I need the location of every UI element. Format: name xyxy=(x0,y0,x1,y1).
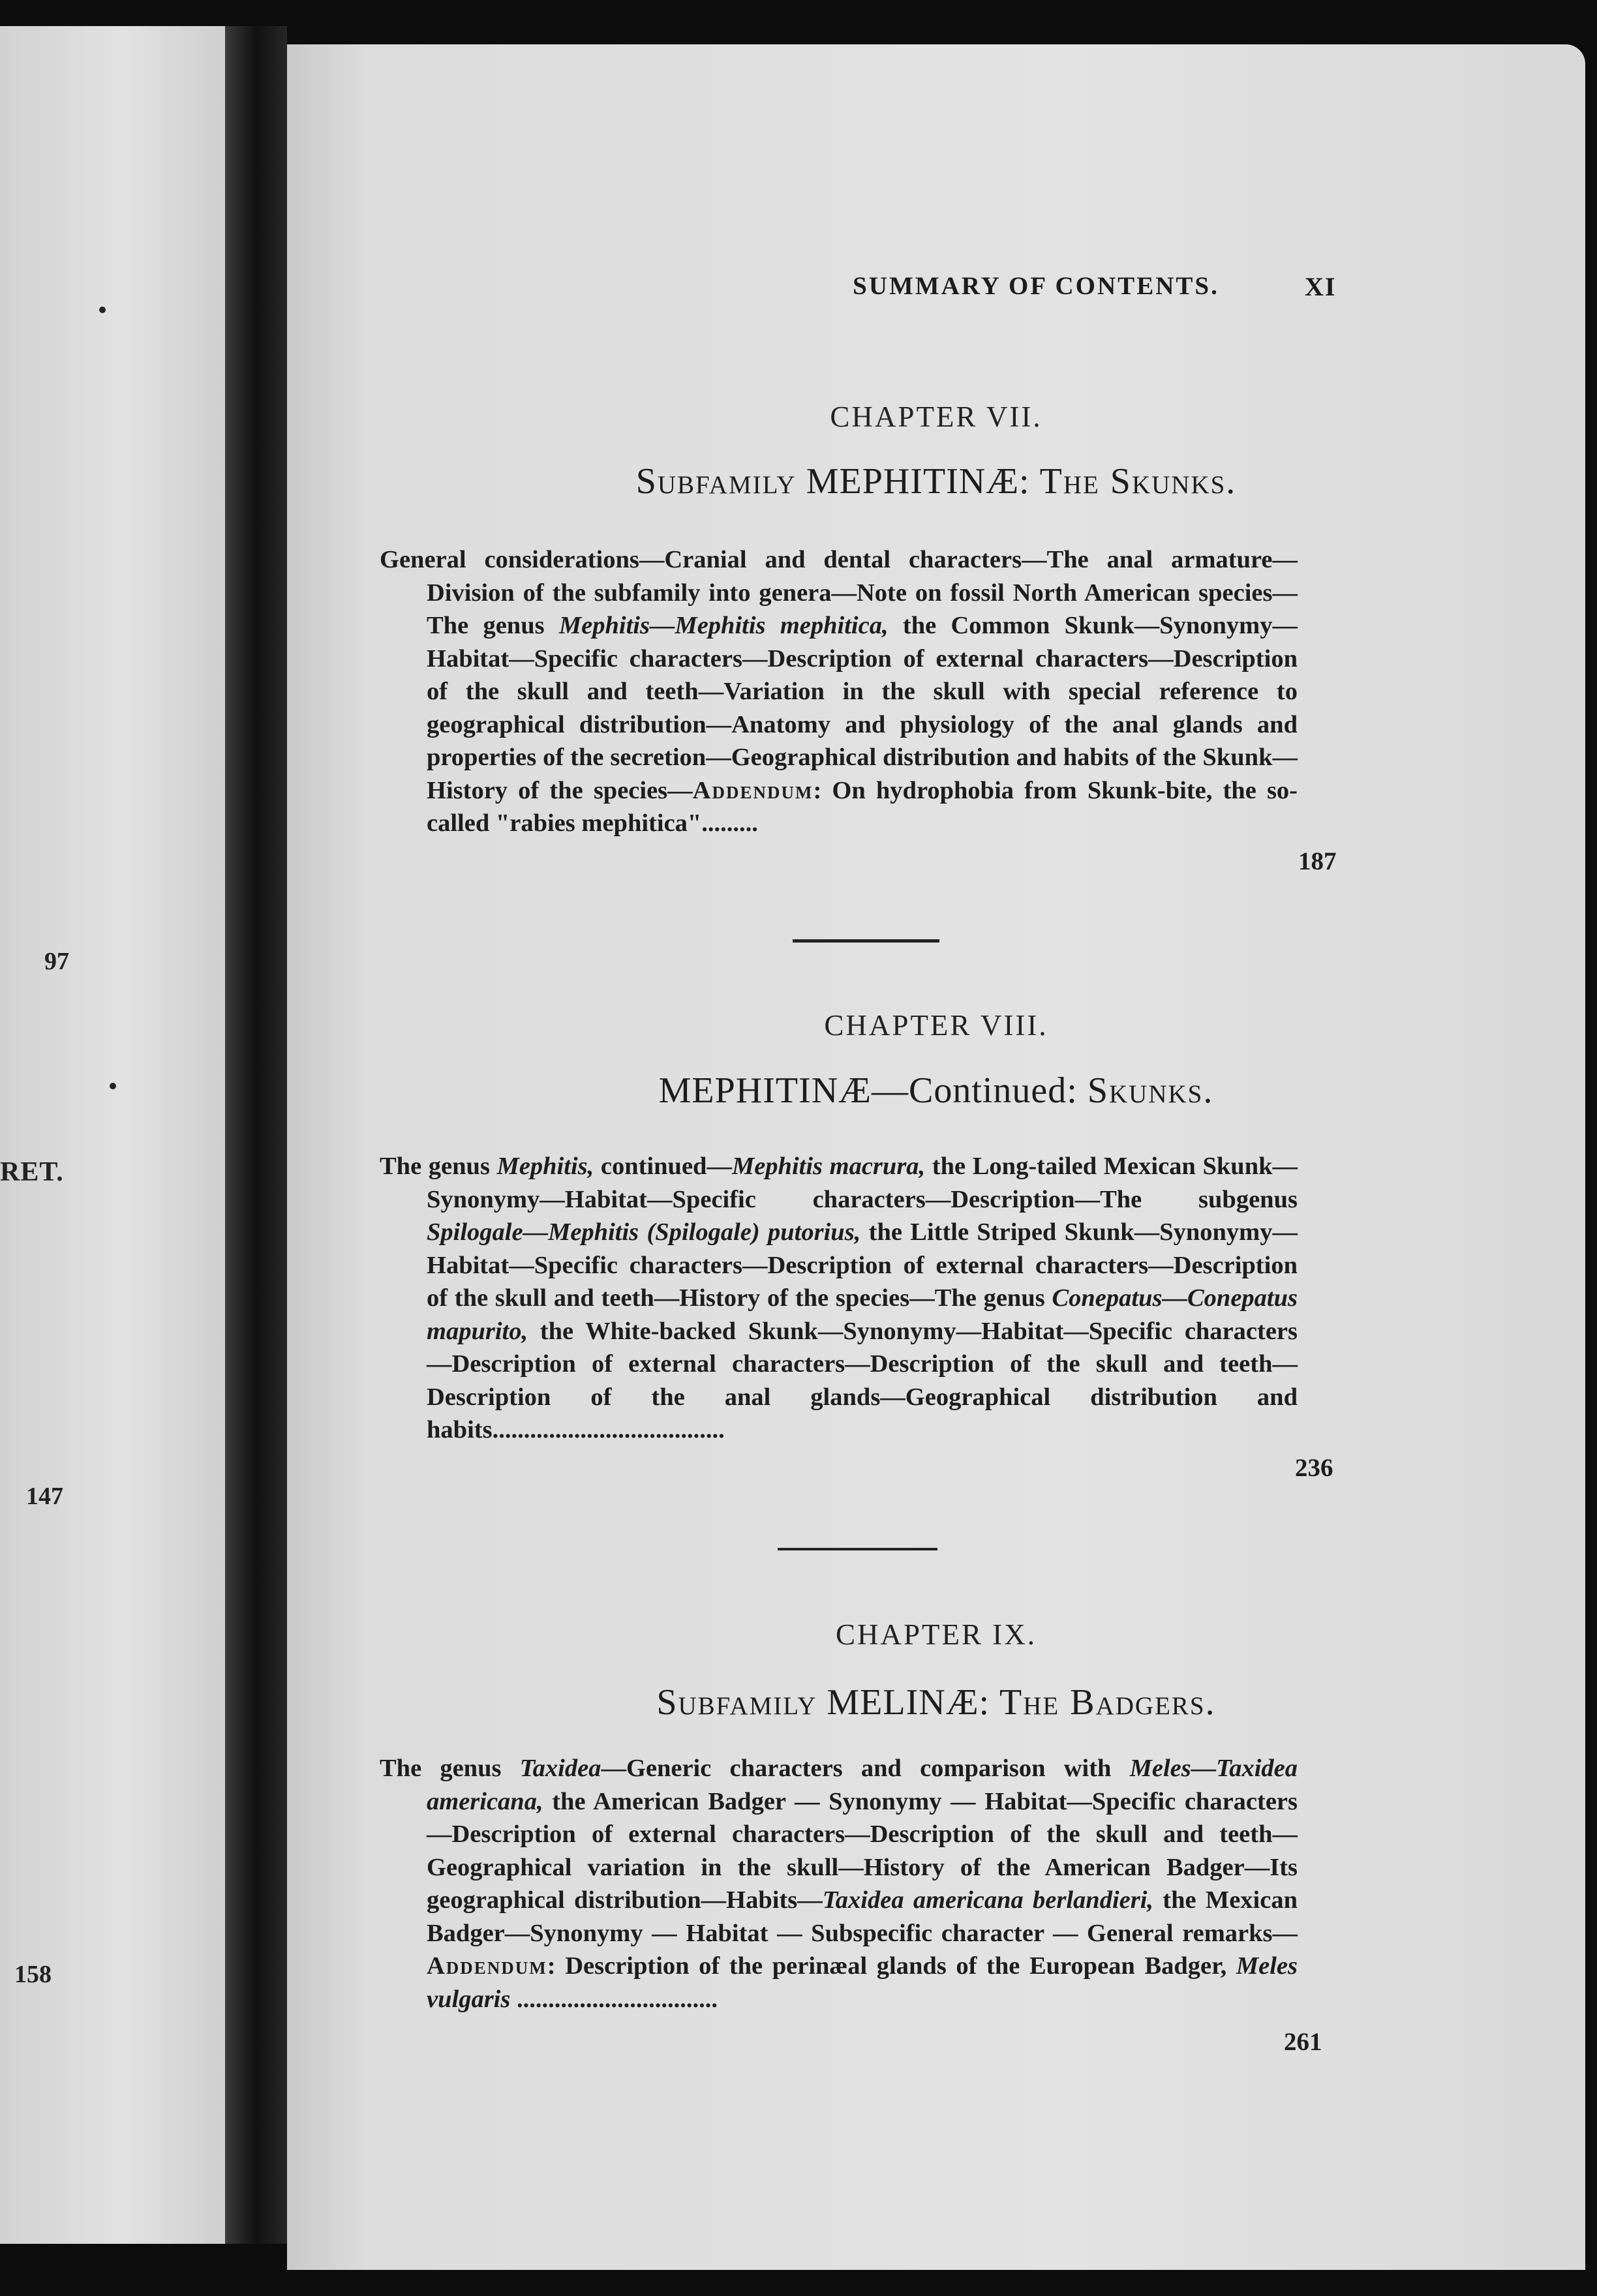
summary-italic: Taxidea xyxy=(519,1755,601,1782)
subtitle-prefix: Subfamily xyxy=(656,1682,817,1723)
summary-italic: Mephitis macrura, xyxy=(731,1153,926,1180)
ink-speck xyxy=(99,307,106,313)
chapter-subtitle xyxy=(287,1070,1585,1111)
section-divider xyxy=(793,939,939,943)
chapter-heading: CHAPTER VII. xyxy=(830,400,1042,433)
summary-text: the Mexican Badger—Synonymy — Habitat — Subspecific character — General remarks— xyxy=(427,1886,1298,1947)
summary-italic: Meles—Taxidea americana, xyxy=(427,1755,1298,1815)
chapter-subtitle xyxy=(287,1682,1585,1723)
subtitle-suffix: The Skunks. xyxy=(1039,461,1237,502)
book-gutter xyxy=(225,26,287,2244)
summary-text: —Generic characters and comparison with xyxy=(601,1755,1130,1782)
summary-text: : On hydrophobia from Skunk-bite, the so-called "rabies mephitica"......... xyxy=(427,776,1298,837)
subtitle-suffix: The Badgers. xyxy=(999,1682,1216,1723)
summary-smallcaps: Addendum xyxy=(427,1952,547,1980)
summary-text: General considerations—Cranial and dental characters—The anal armature—Division of the subfamily into genera—Note on fossil North American species—The genus xyxy=(380,546,1298,639)
summary-text: the Common Skunk—Synonymy—Habitat—Specific characters—Description of external characters—Description of the skull and teeth—Variation in the skull with special reference to geographical distribution—Anatomy and physiology of the anal glands and properties of the secretion—Geographical distribution and habits of the Skunk—History of the species— xyxy=(427,612,1298,804)
subtitle-suffix: Skunks. xyxy=(1087,1070,1214,1111)
summary-italic: Spilogale—Mephitis (Spilogale) putorius, xyxy=(427,1218,861,1246)
ink-speck xyxy=(110,1083,116,1089)
summary-text: the American Badger — Synonymy — Habitat—Specific characters—Description of external characters—Description of the skull and teeth—Geographical variation in the skull—History of the American Badger—Its geographical distribution—Habits— xyxy=(427,1787,1298,1914)
summary-text: The genus xyxy=(380,1153,497,1180)
subtitle-prefix: Subfamily xyxy=(635,461,797,502)
page-reference: 261 xyxy=(1284,2028,1322,2056)
summary-italic: Mephitis—Mephitis mephitica, xyxy=(558,612,889,639)
chapter-heading: CHAPTER VIII. xyxy=(824,1009,1048,1042)
facing-page xyxy=(0,26,225,2244)
facing-page-number: 97 xyxy=(44,948,69,975)
summary-text: the Long-tailed Mexican Skunk—Synonymy—Habitat—Specific characters—Description—The subgenus xyxy=(427,1153,1298,1213)
summary-italic: Taxidea americana berlandieri, xyxy=(822,1886,1154,1914)
summary-text: : Description of the perinæal glands of the European Badger, xyxy=(547,1952,1236,1980)
summary-text: the White-backed Skunk—Synonymy—Habitat—Specific characters—Description of external characters—Description of the skull and teeth—Description of the anal glands—Geographical distribution and habits..................................... xyxy=(427,1317,1298,1443)
summary-smallcaps: Addendum xyxy=(692,776,814,804)
chapter-summary xyxy=(380,543,1298,840)
subtitle-main: MELINÆ: xyxy=(827,1682,990,1723)
summary-text: The genus xyxy=(380,1755,520,1782)
chapter-heading: CHAPTER IX. xyxy=(835,1618,1037,1651)
page-folio: XI xyxy=(1305,272,1337,301)
summary-text: ................................ xyxy=(510,1985,718,2013)
summary-italic: Mephitis, xyxy=(496,1153,594,1180)
page-reference: 236 xyxy=(1295,1454,1333,1482)
book-page xyxy=(287,44,1585,2270)
page-reference: 187 xyxy=(1298,847,1337,875)
summary-text: continued— xyxy=(594,1153,732,1180)
facing-page-fragment: RET. xyxy=(0,1157,64,1187)
chapter-subtitle xyxy=(287,461,1585,502)
chapter-summary xyxy=(380,1752,1298,2016)
subtitle-main: MEPHITINÆ: xyxy=(806,461,1030,502)
chapter-summary xyxy=(380,1150,1298,1447)
summary-italic: Conepatus—Conepatus mapurito, xyxy=(427,1284,1298,1345)
summary-text: the Little Striped Skunk—Synonymy—Habitat—Specific characters—Description of external characters—Description of the skull and teeth—History of the species—The genus xyxy=(427,1218,1298,1312)
facing-page-number: 147 xyxy=(26,1483,63,1510)
summary-italic: Meles vulgaris xyxy=(427,1952,1298,2013)
running-head: SUMMARY OF CONTENTS. xyxy=(853,272,1219,300)
subtitle-main: MEPHITINÆ—Continued: xyxy=(658,1070,1078,1111)
section-divider xyxy=(778,1548,937,1550)
facing-page-number: 158 xyxy=(14,1961,52,1988)
